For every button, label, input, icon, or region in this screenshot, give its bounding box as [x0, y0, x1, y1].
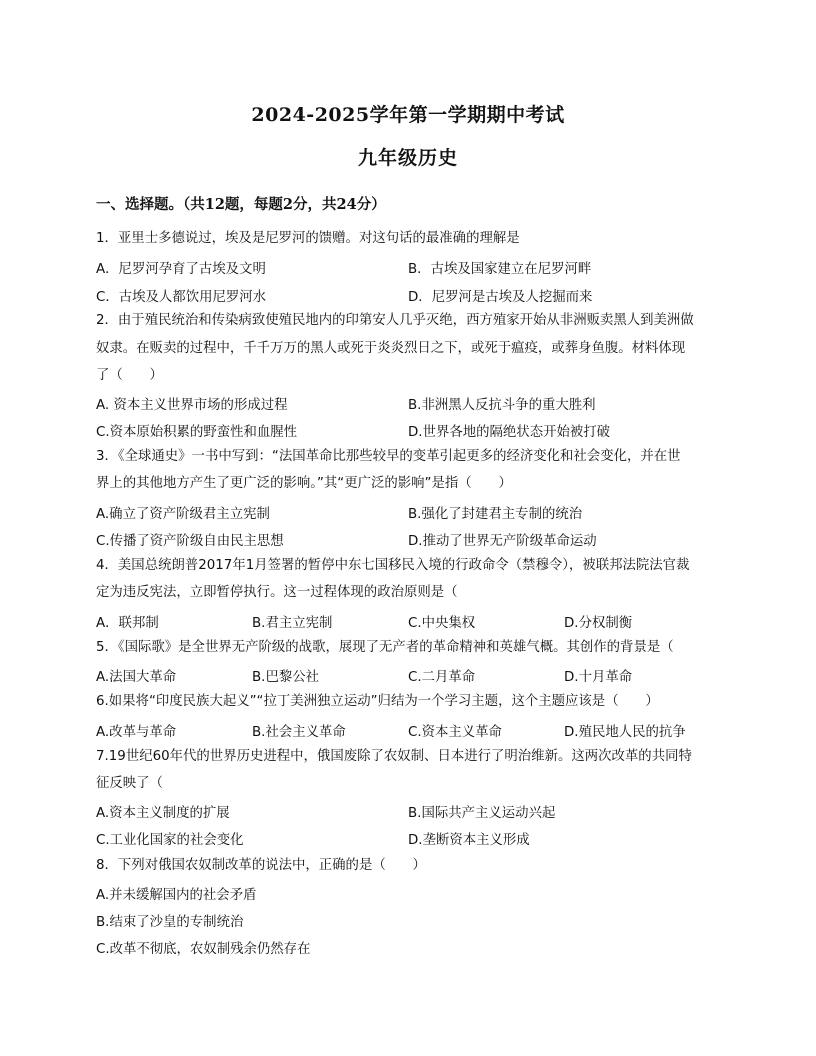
q3-option-a: A.确立了资产阶级君主立宪制 [96, 507, 270, 522]
q4-option-c: C.中央集权 [408, 616, 476, 631]
q3-option-b: B.强化了封建君主专制的统治 [408, 507, 583, 522]
question-6-stem: 6.如果将“印度民族大起义”“拉丁美洲独立运动”归结为一个学习主题，这个主题应该是（ ） [96, 694, 659, 709]
exam-subject: 九年级历史 [357, 147, 458, 169]
question-7-stem-line-1: 7.19世纪60年代的世界历史进程中，俄国废除了农奴制、日本进行了明治维新。这两次改革的共同特 [96, 749, 692, 764]
q6-option-d: D.殖民地人民的抗争 [564, 725, 686, 740]
q8-option-a: A.并未缓解国内的社会矛盾 [96, 888, 257, 903]
q5-option-a: A.法国大革命 [96, 670, 177, 685]
q5-option-b: B.巴黎公社 [252, 670, 320, 685]
q7-option-b: B.国际共产主义运动兴起 [408, 806, 556, 821]
q2-option-d: D.世界各地的隔绝状态开始被打破 [408, 425, 611, 440]
q3-option-c: C.传播了资产阶级自由民主思想 [96, 534, 284, 549]
q2-option-c: C.资本原始积累的野蛮性和血腥性 [96, 425, 298, 440]
q1-option-d: D．尼罗河是古埃及人挖掘而来 [408, 290, 593, 305]
question-2-stem-line-1: 2．由于殖民统治和传染病致使殖民地内的印第安人几乎灭绝，西方殖家开始从非洲贩卖黑人到美洲做 [96, 313, 694, 328]
q6-option-a: A.改革与革命 [96, 725, 177, 740]
q4-option-b: B.君主立宪制 [252, 616, 333, 631]
q5-option-d: D.十月革命 [564, 670, 633, 685]
question-7-stem-line-2: 征反映了（ [96, 776, 163, 791]
q1-option-c: C．古埃及人都饮用尼罗河水 [96, 290, 267, 305]
q1-option-a: A．尼罗河孕育了古埃及文明 [96, 262, 266, 277]
question-3-stem-line-1: 3．《全球通史》一书中写到：“法国革命比那些较早的变革引起更多的经济变化和社会变化，并在世 [96, 449, 681, 464]
q6-option-b: B.社会主义革命 [252, 725, 346, 740]
question-3-stem-line-2: 界上的其他地方产生了更广泛的影响。”其“更广泛的影响”是指（ ） [96, 476, 512, 491]
q6-option-c: C.资本主义革命 [408, 725, 502, 740]
q5-option-c: C.二月革命 [408, 670, 476, 685]
q7-option-c: C.工业化国家的社会变化 [96, 833, 244, 848]
question-4-stem-line-2: 定为违反宪法，立即暂停执行。这一过程体现的政治原则是（ [96, 585, 458, 600]
q3-option-d: D.推动了世界无产阶级革命运动 [408, 534, 597, 549]
question-2-stem-line-2: 奴隶。在贩卖的过程中，千千万万的黑人或死于炎炎烈日之下，或死于瘟疫，或葬身鱼腹。材料体现 [96, 341, 686, 356]
q2-option-a: A. 资本主义世界市场的形成过程 [96, 398, 288, 413]
q1-option-b: B．古埃及国家建立在尼罗河畔 [408, 262, 592, 277]
exam-title: 2024-2025学年第一学期期中考试 [251, 104, 565, 126]
question-8-stem: 8．下列对俄国农奴制改革的说法中，正确的是（ ） [96, 858, 426, 873]
q2-option-b: B.非洲黑人反抗斗争的重大胜利 [408, 398, 596, 413]
section-heading: 一、选择题。（共12题，每题2分，共24分） [96, 196, 386, 213]
q8-option-b: B.结束了沙皇的专制统治 [96, 915, 244, 930]
question-2-stem-line-3: 了（ ） [96, 368, 163, 383]
question-4-stem-line-1: 4．美国总统朗普2017年1月签署的暂停中东七国移民入境的行政命令（禁穆令），被联邦法院法官裁 [96, 558, 690, 573]
question-1-stem: 1．亚里士多德说过，埃及是尼罗河的馈赠。对这句话的最准确的理解是 [96, 231, 520, 246]
q8-option-c: C.改革不彻底，农奴制残余仍然存在 [96, 942, 311, 957]
question-5-stem: 5．《国际歌》是全世界无产阶级的战歌，展现了无产者的革命精神和英雄气概。其创作的背景是（ [96, 640, 674, 655]
q7-option-d: D.垄断资本主义形成 [408, 833, 530, 848]
q7-option-a: A.资本主义制度的扩展 [96, 806, 230, 821]
q4-option-a: A．联邦制 [96, 616, 159, 631]
q4-option-d: D.分权制衡 [564, 616, 633, 631]
